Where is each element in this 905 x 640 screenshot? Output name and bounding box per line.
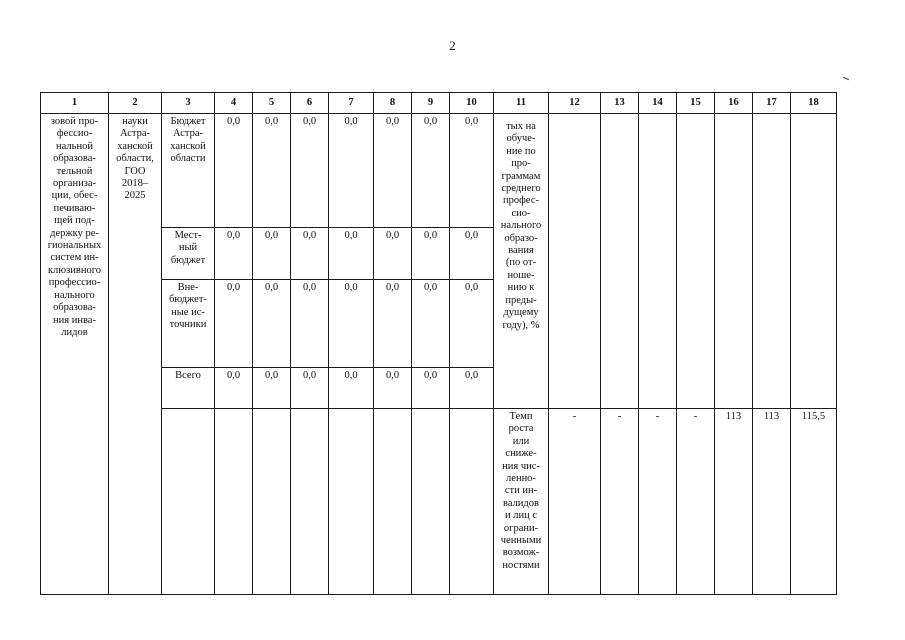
column-header: 11 bbox=[494, 93, 549, 114]
text-line: возмож- bbox=[502, 547, 540, 559]
text-line: 2018– bbox=[121, 178, 149, 190]
text-line: ГОО bbox=[124, 165, 146, 177]
text-line: науки bbox=[122, 116, 148, 127]
text-line: ноше- bbox=[507, 269, 535, 281]
text-line: щей под- bbox=[54, 215, 95, 227]
empty-cell bbox=[162, 409, 215, 595]
text-line: печиваю- bbox=[53, 202, 96, 214]
empty-cell bbox=[412, 409, 450, 595]
text-line: лидов bbox=[61, 326, 88, 338]
indicator-value-cell: 113 bbox=[715, 409, 753, 595]
empty-cell bbox=[291, 409, 329, 595]
column-header: 1 bbox=[41, 93, 109, 114]
value-cell: 0,0 bbox=[291, 228, 329, 280]
text-line: (по от- bbox=[505, 257, 537, 269]
value-cell: 0,0 bbox=[291, 114, 329, 228]
text-line: Бюджет bbox=[170, 116, 206, 127]
indicator-value-cell: - bbox=[549, 409, 601, 595]
empty-cell bbox=[329, 409, 374, 595]
funding-source-label bbox=[164, 282, 212, 332]
empty-cell bbox=[549, 114, 601, 409]
text-line: граммам bbox=[501, 170, 541, 182]
value-cell: 0,0 bbox=[374, 368, 412, 409]
funding-source-label bbox=[164, 370, 212, 382]
text-line: среднего bbox=[501, 183, 541, 195]
text-line: или bbox=[512, 435, 530, 447]
text-line: ния чис- bbox=[502, 460, 540, 472]
column-header: 13 bbox=[601, 93, 639, 114]
column-header: 2 bbox=[109, 93, 162, 114]
text-line: ния инва- bbox=[53, 314, 96, 326]
value-cell: 0,0 bbox=[215, 280, 253, 368]
empty-cell bbox=[253, 409, 291, 595]
text-line: профессио- bbox=[48, 277, 101, 289]
text-line: нальной bbox=[56, 140, 93, 152]
column-header: 15 bbox=[677, 93, 715, 114]
text-line: вания bbox=[508, 245, 534, 257]
text-line: Астра- bbox=[119, 128, 151, 140]
value-cell: 0,0 bbox=[215, 228, 253, 280]
column-header: 10 bbox=[450, 93, 494, 114]
funding-source-cell bbox=[162, 368, 215, 409]
value-cell: 0,0 bbox=[450, 280, 494, 368]
value-cell: 0,0 bbox=[291, 280, 329, 368]
program-table bbox=[40, 92, 837, 595]
text-line: бюджет bbox=[170, 254, 206, 266]
column-header: 3 bbox=[162, 93, 215, 114]
funding-source-label bbox=[164, 116, 212, 166]
scan-mark bbox=[843, 77, 849, 80]
value-cell: 0,0 bbox=[329, 368, 374, 409]
text-line: нию к bbox=[507, 282, 535, 294]
column-header: 9 bbox=[412, 93, 450, 114]
column-header: 7 bbox=[329, 93, 374, 114]
text-line: фессио- bbox=[56, 128, 93, 140]
value-cell: 0,0 bbox=[374, 280, 412, 368]
indicator-value-cell: - bbox=[677, 409, 715, 595]
value-cell: 0,0 bbox=[329, 228, 374, 280]
text-line: дущему bbox=[503, 307, 539, 319]
empty-cell bbox=[715, 114, 753, 409]
column-header: 4 bbox=[215, 93, 253, 114]
text-line: образова- bbox=[53, 302, 96, 314]
value-cell: 0,0 bbox=[291, 368, 329, 409]
column-header: 5 bbox=[253, 93, 291, 114]
indicator-value-cell: - bbox=[601, 409, 639, 595]
text-line: про- bbox=[511, 158, 531, 170]
text-line: роста bbox=[508, 423, 534, 435]
text-line: Вне- bbox=[177, 282, 199, 293]
text-line: сти ин- bbox=[504, 485, 538, 497]
text-line: держку ре- bbox=[50, 227, 99, 239]
column-header: 12 bbox=[549, 93, 601, 114]
value-cell: 0,0 bbox=[253, 228, 291, 280]
text-line: Астра- bbox=[172, 128, 204, 140]
measure-name-lines bbox=[43, 116, 106, 339]
value-cell: 0,0 bbox=[215, 114, 253, 228]
indicator-lines bbox=[496, 121, 546, 332]
text-line: ченными bbox=[500, 535, 542, 547]
empty-cell bbox=[374, 409, 412, 595]
text-line: образо- bbox=[504, 232, 538, 244]
text-line: обуче- bbox=[506, 133, 536, 145]
text-line: зовой про- bbox=[50, 116, 99, 127]
text-line: ограни- bbox=[503, 522, 539, 534]
text-line: валидов bbox=[503, 497, 539, 509]
text-line: гиональных bbox=[47, 240, 102, 252]
value-cell: 0,0 bbox=[412, 228, 450, 280]
executor-cell bbox=[109, 114, 162, 595]
empty-cell bbox=[639, 114, 677, 409]
executor-lines bbox=[111, 116, 159, 203]
text-line: ции, обес- bbox=[51, 190, 98, 202]
empty-cell bbox=[791, 114, 837, 409]
indicator-lines bbox=[496, 411, 546, 572]
value-cell: 0,0 bbox=[329, 280, 374, 368]
value-cell: 0,0 bbox=[253, 368, 291, 409]
text-line: бюджет- bbox=[169, 294, 207, 306]
indicator-cell bbox=[494, 409, 549, 595]
funding-source-label bbox=[164, 230, 212, 267]
value-cell: 0,0 bbox=[374, 228, 412, 280]
text-line: ные ис- bbox=[171, 306, 205, 318]
text-line: нального bbox=[500, 220, 542, 232]
value-cell: 0,0 bbox=[215, 368, 253, 409]
text-line: ханской bbox=[170, 140, 206, 152]
column-header: 16 bbox=[715, 93, 753, 114]
text-line: точники bbox=[169, 319, 207, 331]
text-line: области bbox=[170, 153, 206, 165]
indicator-cell bbox=[494, 114, 549, 409]
text-line: ностями bbox=[502, 559, 540, 571]
column-header: 6 bbox=[291, 93, 329, 114]
column-header: 18 bbox=[791, 93, 837, 114]
empty-cell bbox=[677, 114, 715, 409]
value-cell: 0,0 bbox=[253, 280, 291, 368]
text-line: преды- bbox=[505, 294, 537, 306]
table-row bbox=[41, 114, 837, 228]
text-line: ный bbox=[178, 242, 198, 254]
text-line: году), % bbox=[502, 319, 540, 331]
measure-name-cell bbox=[41, 114, 109, 595]
column-header: 17 bbox=[753, 93, 791, 114]
text-line: Всего bbox=[175, 370, 201, 381]
page-number: 2 bbox=[449, 38, 456, 53]
text-line: ленно- bbox=[506, 473, 536, 485]
value-cell: 0,0 bbox=[374, 114, 412, 228]
text-line: тельной bbox=[56, 165, 93, 177]
empty-cell bbox=[601, 114, 639, 409]
empty-cell bbox=[450, 409, 494, 595]
text-line: Мест- bbox=[174, 230, 202, 241]
text-line: тых на bbox=[506, 121, 536, 132]
value-cell: 0,0 bbox=[253, 114, 291, 228]
text-line: ханской bbox=[117, 140, 153, 152]
text-line: Темп bbox=[509, 411, 533, 422]
value-cell: 0,0 bbox=[450, 228, 494, 280]
empty-cell bbox=[753, 114, 791, 409]
value-cell: 0,0 bbox=[450, 368, 494, 409]
text-line: и лиц с bbox=[504, 510, 537, 522]
indicator-value-cell: - bbox=[639, 409, 677, 595]
column-header: 8 bbox=[374, 93, 412, 114]
text-line: систем ин- bbox=[50, 252, 99, 264]
text-line: образова- bbox=[53, 153, 96, 165]
value-cell: 0,0 bbox=[412, 114, 450, 228]
text-line: клюзивного bbox=[47, 264, 102, 276]
text-line: ние по bbox=[506, 145, 536, 157]
value-cell: 0,0 bbox=[412, 368, 450, 409]
text-line: организа- bbox=[52, 178, 96, 190]
indicator-value-cell: 115,5 bbox=[791, 409, 837, 595]
value-cell: 0,0 bbox=[450, 114, 494, 228]
value-cell: 0,0 bbox=[412, 280, 450, 368]
text-line: сниже- bbox=[505, 448, 537, 460]
column-header: 14 bbox=[639, 93, 677, 114]
empty-cell bbox=[215, 409, 253, 595]
funding-source-cell bbox=[162, 228, 215, 280]
funding-source-cell bbox=[162, 280, 215, 368]
indicator-value-cell: 113 bbox=[753, 409, 791, 595]
text-line: нального bbox=[54, 289, 95, 301]
text-line: области, bbox=[116, 153, 154, 165]
text-line: сио- bbox=[511, 207, 531, 219]
text-line: профес- bbox=[502, 195, 539, 207]
text-line: 2025 bbox=[124, 190, 146, 202]
value-cell: 0,0 bbox=[329, 114, 374, 228]
funding-source-cell bbox=[162, 114, 215, 228]
column-number-header bbox=[41, 93, 837, 114]
